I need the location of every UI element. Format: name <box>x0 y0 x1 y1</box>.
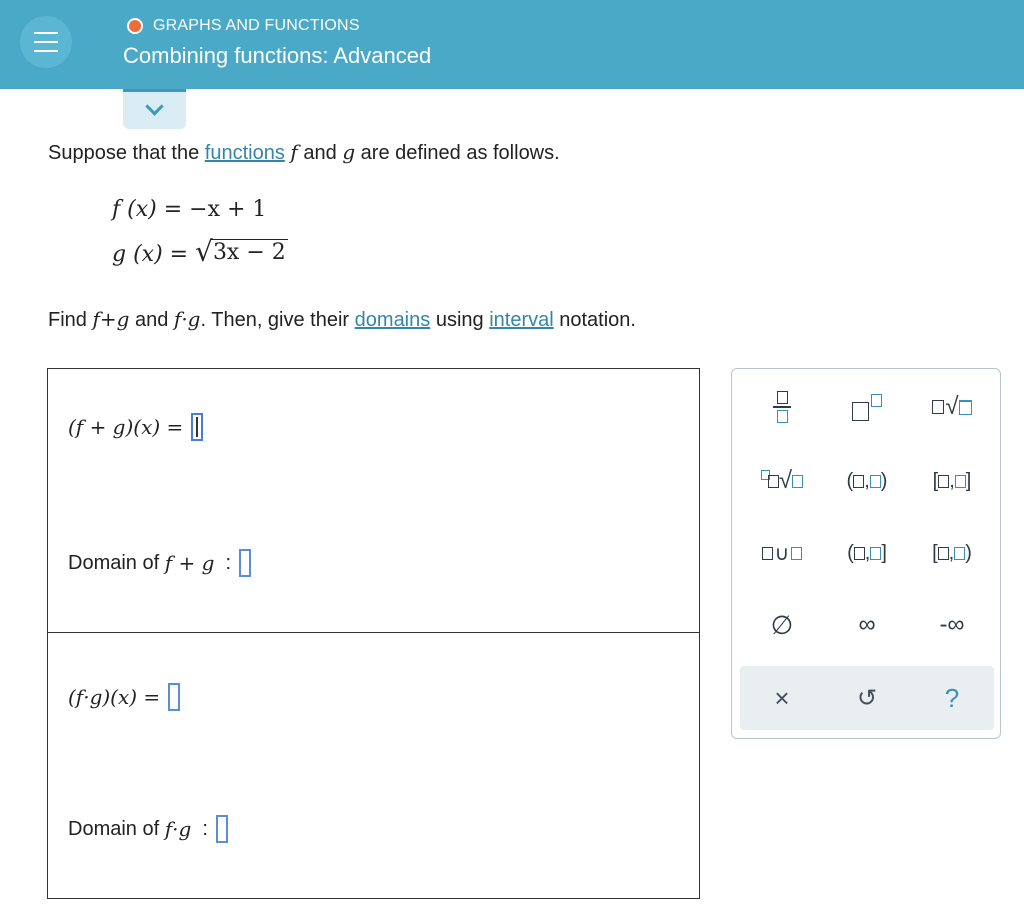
sqrt-button[interactable] <box>747 461 817 501</box>
open-interval-button[interactable] <box>832 461 902 501</box>
sqrt-button-icon: √ <box>761 467 803 495</box>
task-text <box>48 307 636 332</box>
closed-interval-icon: [ , ] <box>932 469 972 492</box>
sum-domain-label: Domain of <box>68 551 160 574</box>
half-open-left-button[interactable] <box>832 533 902 573</box>
functions-link[interactable]: functions <box>204 142 285 164</box>
half-open-left-icon: ( , ] <box>847 541 887 564</box>
f-definition <box>112 197 266 222</box>
infinity-button[interactable] <box>832 605 902 645</box>
negative-infinity-icon: -∞ <box>939 611 965 638</box>
sqrt-icon: √ <box>195 235 213 268</box>
half-open-right-button[interactable] <box>917 533 987 573</box>
exponent-button[interactable] <box>832 387 902 427</box>
fraction-button[interactable] <box>747 387 817 427</box>
sum-answer-panel <box>47 368 700 634</box>
sqrt-expression <box>195 235 288 268</box>
intro-after: are defined as follows. <box>355 142 560 164</box>
sum-domain-expr: f + g <box>164 551 215 575</box>
undo-icon: ↺ <box>856 684 878 712</box>
empty-set-button[interactable] <box>747 605 817 645</box>
task-using: using <box>430 309 490 331</box>
g-eq: = <box>169 242 189 267</box>
task-mid: . Then, give their <box>200 309 355 331</box>
g-definition <box>112 235 288 268</box>
product-domain-row <box>68 815 228 843</box>
chevron-down-icon <box>145 97 163 115</box>
task-sum: f+g <box>92 307 130 331</box>
empty-set-icon: ∅ <box>770 609 794 640</box>
intro-g: g <box>342 140 356 164</box>
closed-interval-button[interactable] <box>917 461 987 501</box>
task-end: notation. <box>553 309 636 331</box>
sum-colon: : <box>225 551 232 574</box>
f-lhs: f (x) <box>112 197 157 222</box>
help-icon: ? <box>944 682 960 713</box>
exponent-icon <box>852 394 882 421</box>
product-answer-panel <box>47 632 700 899</box>
sum-expression-input[interactable] <box>191 413 203 441</box>
prod-domain-label: Domain of <box>68 817 160 840</box>
top-header <box>0 0 1024 89</box>
nth-root-button[interactable] <box>917 387 987 427</box>
collapse-toggle-button[interactable] <box>123 89 186 129</box>
undo-button[interactable] <box>837 678 897 718</box>
intro-before: Suppose that the <box>48 142 205 164</box>
clear-button[interactable] <box>752 678 812 718</box>
prod-domain-expr: f·g <box>164 817 192 841</box>
open-interval-icon: ( , ) <box>846 469 888 492</box>
close-icon: × <box>774 682 790 713</box>
product-domain-input[interactable] <box>216 815 228 843</box>
g-radicand: 3x − 2 <box>212 240 286 265</box>
f-rhs: = −x + 1 <box>163 197 267 222</box>
task-find: Find <box>48 309 93 331</box>
topic-row <box>127 17 360 35</box>
task-prod: f·g <box>173 307 201 331</box>
product-expression-input[interactable] <box>168 683 180 711</box>
keypad-toolbar <box>740 666 994 730</box>
product-expression-row <box>68 683 180 711</box>
help-button[interactable] <box>922 678 982 718</box>
sum-expression-row <box>68 413 203 441</box>
prod-label: (f·g)(x) = <box>68 685 161 709</box>
sum-domain-input[interactable] <box>239 549 251 577</box>
intro-text <box>48 140 560 165</box>
domains-link[interactable]: domains <box>354 309 431 331</box>
intro-mid: and <box>297 142 343 164</box>
union-icon: ∪ <box>762 541 803 566</box>
sum-domain-row <box>68 549 251 577</box>
status-dot-icon <box>127 18 143 34</box>
menu-button[interactable] <box>20 16 72 68</box>
task-and: and <box>129 309 174 331</box>
math-keypad <box>731 368 1001 739</box>
union-button[interactable] <box>747 533 817 573</box>
infinity-icon: ∞ <box>858 611 876 638</box>
prod-colon: : <box>202 817 208 840</box>
page-title: Combining functions: Advanced <box>123 43 432 68</box>
sum-label: (f + g)(x) = <box>68 415 184 439</box>
half-open-right-icon: [ , ) <box>932 541 972 564</box>
fraction-icon <box>773 391 791 423</box>
hamburger-icon <box>34 32 58 52</box>
tab-accent-bar <box>123 89 186 92</box>
topic-label: GRAPHS AND FUNCTIONS <box>153 17 360 34</box>
nth-root-icon: √ <box>932 393 971 421</box>
negative-infinity-button[interactable] <box>917 605 987 645</box>
intro-f: f <box>290 140 298 164</box>
interval-link[interactable]: interval <box>489 309 554 331</box>
g-lhs: g (x) <box>112 242 163 267</box>
